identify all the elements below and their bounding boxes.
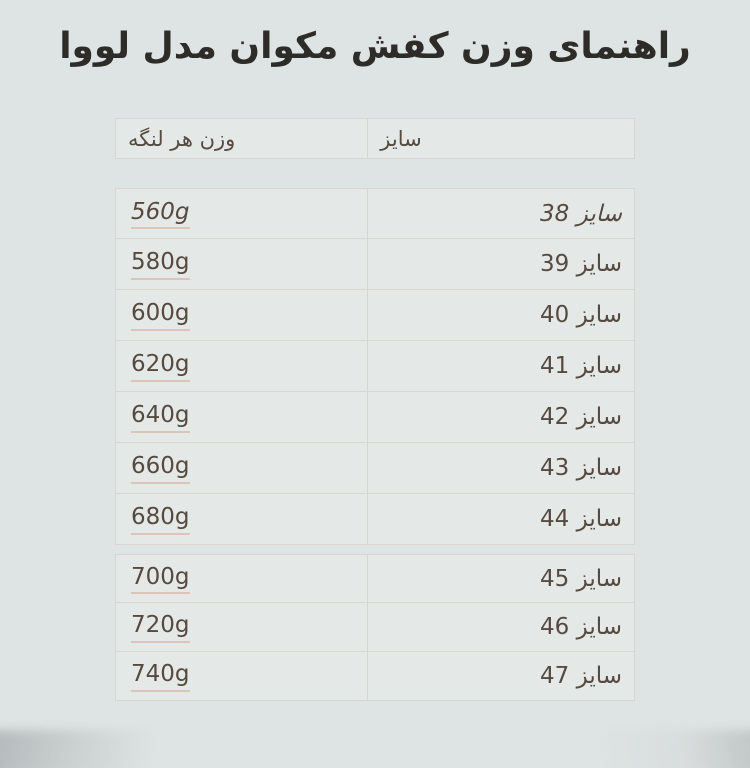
size-cell: سایز 39 bbox=[540, 251, 622, 277]
header-weight-per-shoe: وزن هر لنگه bbox=[116, 119, 368, 158]
size-cell: سایز 47 bbox=[540, 663, 622, 689]
weight-value: 700g bbox=[131, 563, 190, 595]
weight-value: 720g bbox=[131, 611, 190, 643]
size-cell: سایز 44 bbox=[540, 506, 622, 532]
table-row bbox=[115, 392, 635, 443]
size-cell: سایز 38 bbox=[540, 200, 622, 227]
table-row bbox=[115, 554, 635, 603]
weight-value: 580g bbox=[131, 248, 190, 280]
size-cell: سایز 41 bbox=[540, 353, 622, 379]
weight-value: 740g bbox=[131, 660, 190, 692]
weight-value: 660g bbox=[131, 452, 190, 484]
table-row bbox=[115, 443, 635, 494]
weight-cell bbox=[116, 239, 368, 289]
weight-cell bbox=[116, 443, 368, 493]
table-row bbox=[115, 290, 635, 341]
size-weight-table bbox=[115, 118, 635, 701]
size-cell: سایز 43 bbox=[540, 455, 622, 481]
table-row bbox=[115, 341, 635, 392]
table-body bbox=[115, 188, 635, 701]
weight-value: 560g bbox=[131, 198, 190, 230]
table-row bbox=[115, 494, 635, 545]
weight-value: 640g bbox=[131, 401, 190, 433]
weight-cell bbox=[116, 290, 368, 340]
page-title: راهنمای وزن کفش مکوان مدل لووا bbox=[59, 26, 691, 67]
weight-value: 600g bbox=[131, 299, 190, 331]
table-row bbox=[115, 188, 635, 239]
size-cell: سایز 45 bbox=[540, 565, 622, 592]
size-cell: سایز 40 bbox=[540, 302, 622, 328]
weight-cell bbox=[116, 603, 368, 651]
weight-cell bbox=[116, 341, 368, 391]
table-header-row bbox=[115, 118, 635, 159]
bottom-left-shadow-artifact bbox=[0, 730, 178, 768]
header-size: سایز bbox=[380, 126, 422, 151]
table-row bbox=[115, 652, 635, 701]
table-row bbox=[115, 603, 635, 652]
weight-cell bbox=[116, 494, 368, 544]
bottom-right-shadow-artifact bbox=[572, 730, 750, 768]
weight-value: 620g bbox=[131, 350, 190, 382]
weight-cell bbox=[116, 555, 368, 602]
size-cell: سایز 46 bbox=[540, 614, 622, 640]
weight-cell bbox=[116, 652, 368, 700]
weight-value: 680g bbox=[131, 503, 190, 535]
weight-cell bbox=[116, 392, 368, 442]
size-cell: سایز 42 bbox=[540, 404, 622, 430]
table-row bbox=[115, 239, 635, 290]
weight-cell bbox=[116, 189, 368, 238]
